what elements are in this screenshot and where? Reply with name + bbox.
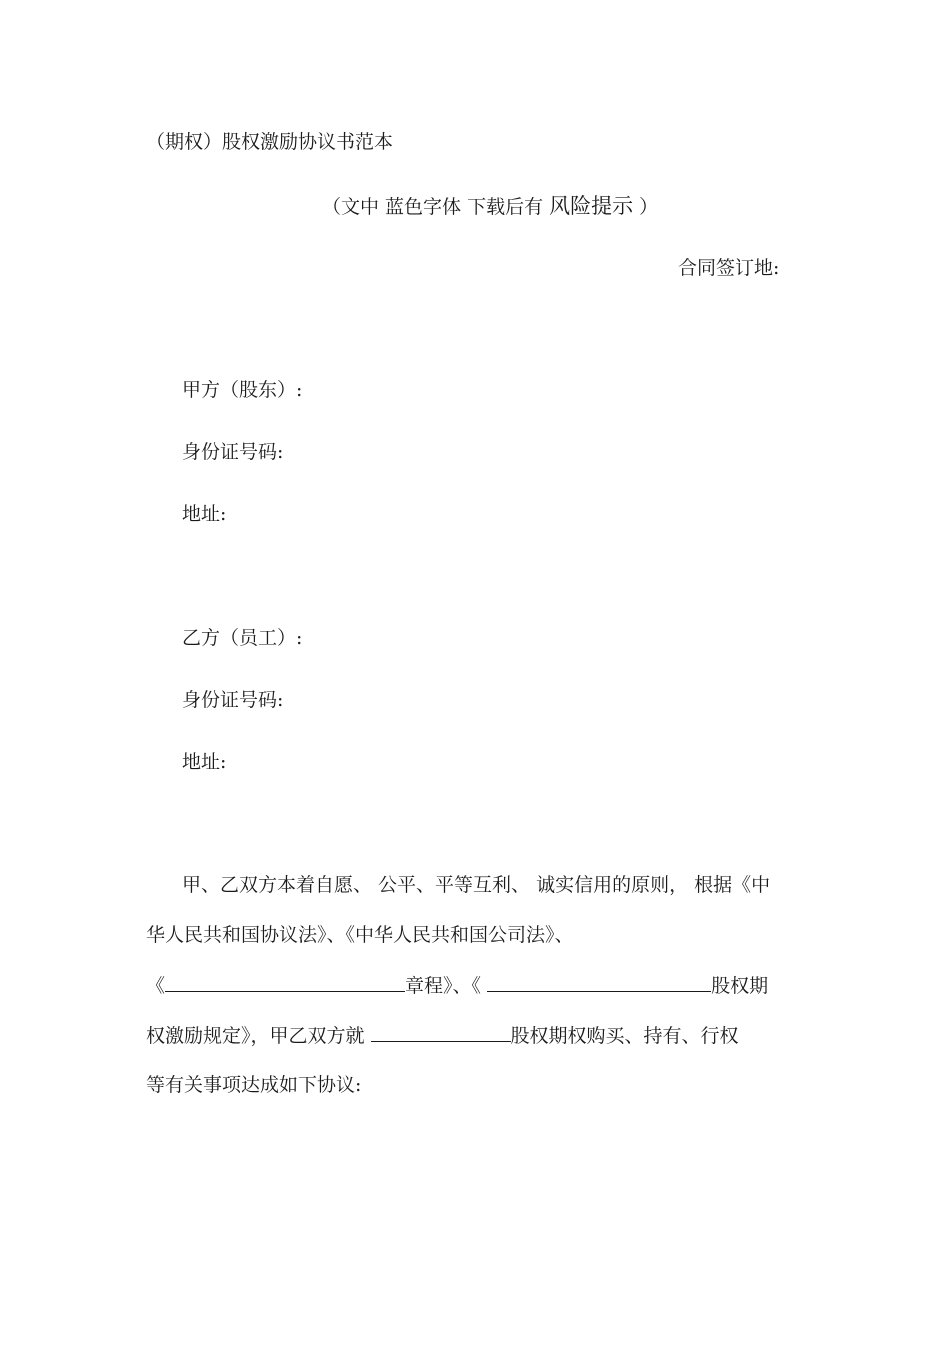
body-line-4-start: 权激励规定》，甲乙双方就 xyxy=(146,1025,371,1047)
articles-blank xyxy=(165,973,405,992)
body-line-4-end: 股权期权购买、持有、行权 xyxy=(510,1025,739,1047)
party-a-heading: 甲方（股东）: xyxy=(182,379,303,401)
risk-hint-open: （文中 蓝色字体 下载后有 xyxy=(322,196,550,218)
party-a-address-label: 地址: xyxy=(182,503,227,525)
body-line-3-open: 《 xyxy=(146,975,166,997)
risk-hint-close: ） xyxy=(633,196,659,218)
body-line-1: 甲、乙双方本着自愿、 公平、平等互利、 诚实信用的原则， 根据《中 xyxy=(182,874,771,896)
body-line-3-end: 股权期 xyxy=(711,975,769,997)
party-b-address-label: 地址: xyxy=(182,751,227,773)
body-line-4 xyxy=(146,1023,739,1048)
body-line-3-mid: 章程》、《 xyxy=(405,975,488,997)
risk-hint-emphasis: 风险提示 xyxy=(549,194,634,218)
contract-sign-place-label: 合同签订地: xyxy=(678,257,780,279)
body-line-2: 华人民共和国协议法》、《中华人民共和国公司法》、 xyxy=(146,924,574,946)
incentive-rules-blank xyxy=(487,973,711,992)
party-a-id-label: 身份证号码: xyxy=(182,441,284,463)
body-line-5: 等有关事项达成如下协议: xyxy=(146,1074,362,1096)
body-line-3 xyxy=(146,973,768,998)
party-b-id-label: 身份证号码: xyxy=(182,689,284,711)
risk-hint-note xyxy=(322,194,658,219)
party-b-heading: 乙方（员工）: xyxy=(182,627,303,649)
document-title: （期权）股权激励协议书范本 xyxy=(146,131,394,153)
company-name-blank xyxy=(371,1023,511,1042)
